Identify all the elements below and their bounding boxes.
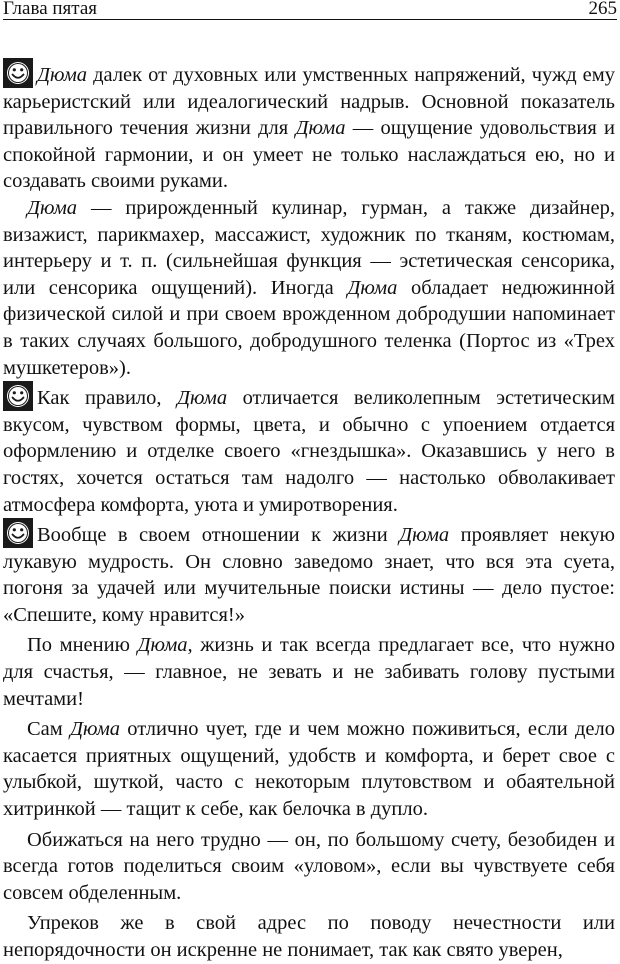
- italic-name: Дюма: [347, 276, 398, 299]
- text-run: Обижаться на него трудно — он, по большому счету, безобиден и всегда готов поделиться своим «уловом», если вы чувствуете себя совсем обделенным.: [3, 828, 615, 904]
- text-run: — прирожденный кулинар, гурман, а также дизайнер, визажист, парикмахер, массажист, художник по тканям, костюмам, интерьеру и т. п. (сильнейшая функция — эстетическая сенсорика, или сенсорика ощущений). Иногда: [3, 196, 615, 299]
- text-run: отличается великолепным эстетическим вкусом, чувством формы, цвета, и обычно с упоением отдается оформлению и отделке своего «гнездышка». Оказавшись у него в гостях, хочется остаться там надолго — настолько обволакивает атмосфера комфорта, уюта и умиротворения.: [3, 387, 615, 516]
- smiley-face-icon: [3, 58, 33, 88]
- paragraph: [3, 195, 615, 381]
- text-run: проявляет некую лукавую мудрость. Он словно заведомо знает, что вся эта суета, погоня за удачей или мучительные поиски истины — дело пустое: «Спешите, кому нравится!»: [3, 524, 615, 626]
- text-run: Как правило,: [37, 387, 178, 410]
- smiley-face-icon: [3, 518, 33, 548]
- text-run: Вообще в своем отношении к жизни: [37, 524, 400, 547]
- body-text: [3, 58, 615, 964]
- italic-name: Дюма: [399, 524, 450, 547]
- text-run: жизнь и так всегда предлагает все, что нужно для счастья, — главное, не зевать и не забивать голову пустыми мечтами!: [3, 634, 615, 710]
- text-run: По мнению: [27, 634, 138, 657]
- italic-name: Дюма: [37, 64, 88, 86]
- page-number: 265: [588, 0, 617, 19]
- text-run: Сам: [27, 718, 70, 741]
- paragraph: [3, 827, 615, 907]
- paragraph: [3, 910, 615, 963]
- paragraph: [3, 381, 615, 518]
- smiley-face-icon: [3, 381, 33, 411]
- italic-name: Дюма: [27, 196, 78, 219]
- text-run: далек от духовных или умственных напряжений, чужд ему карьеристский или идеалогический надрыв. Основной показатель правильного течения жизни для: [3, 64, 615, 140]
- running-header: [3, 0, 617, 20]
- italic-name: Дюма,: [137, 634, 193, 657]
- chapter-title: Глава пятая: [3, 0, 97, 19]
- paragraph: [3, 518, 615, 628]
- italic-name: Дюма: [177, 387, 228, 410]
- text-run: — ощущение удовольствия и спокойной гармонии, и он умеет не только наслаждаться ею, но и создавать своими руками.: [3, 117, 615, 193]
- text-run: Упреков же в свой адрес по поводу нечестности или непорядочности он искренне не понимает, так как свято уверен,: [3, 912, 615, 961]
- paragraph: [3, 58, 615, 195]
- text-run: обладает недюжинной физической силой и при своем врожденном добродушии напоминает в таких случаях большого, добродушного теленка (Портос из «Трех мушкетеров»).: [3, 276, 615, 379]
- paragraph: [3, 716, 615, 822]
- italic-name: Дюма: [295, 117, 346, 140]
- paragraph: [3, 632, 615, 712]
- text-run: отлично чует, где и чем можно поживиться, если дело касается приятных ощущений, удобств и комфорта, и берет свое с улыбкой, шуткой, часто с некоторым плутовством и обаятельной хитринкой — тащит к себе, как белочка в дупло.: [3, 718, 615, 821]
- italic-name: Дюма: [69, 718, 121, 741]
